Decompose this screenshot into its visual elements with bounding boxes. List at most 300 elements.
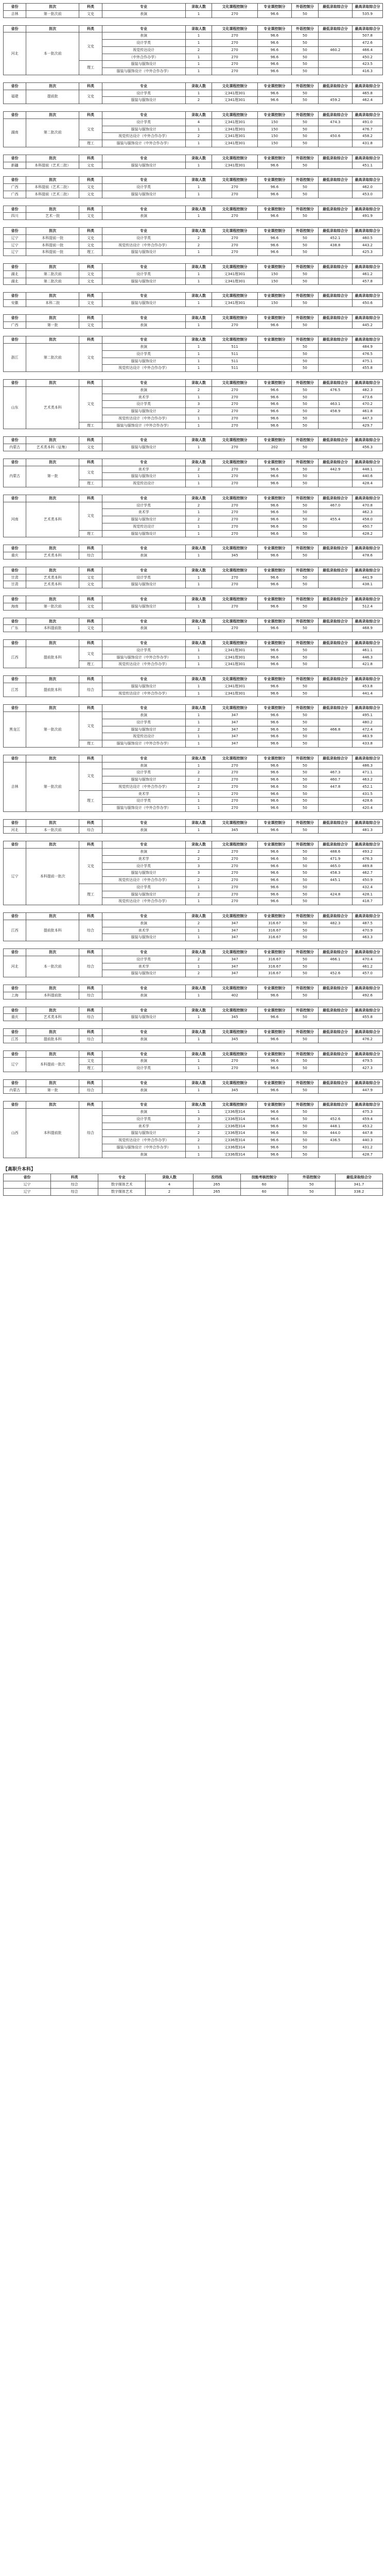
column-header: 专业 bbox=[102, 985, 185, 992]
foreign-score-cell: 50 bbox=[292, 862, 319, 870]
column-header: 最低录取综合分 bbox=[318, 155, 352, 162]
batch-cell: 第一批次前 bbox=[26, 712, 79, 748]
min-score-cell bbox=[318, 1109, 352, 1116]
table-cell: 艺术类本科（征集） bbox=[26, 444, 79, 451]
major-cell: 视觉传达设计（中外合作办学） bbox=[102, 877, 185, 884]
table-cell: 设计学类 bbox=[102, 270, 185, 278]
column-header: 专业 bbox=[102, 545, 185, 552]
column-header: 批次 bbox=[26, 1029, 79, 1036]
pro-score-cell: 96.6 bbox=[257, 762, 291, 769]
min-score-cell bbox=[318, 654, 352, 661]
min-score-cell bbox=[318, 61, 352, 68]
pro-score-cell: 316.67 bbox=[257, 927, 291, 934]
admission-table bbox=[3, 111, 383, 147]
count-cell: 1 bbox=[185, 415, 212, 422]
foreign-score-cell: 50 bbox=[292, 790, 319, 798]
table-row bbox=[4, 574, 383, 581]
major-cell: 视觉传达设计 bbox=[102, 523, 185, 530]
table-cell: 60 bbox=[240, 1188, 288, 1195]
table-cell: 艺术类本科 bbox=[26, 552, 79, 560]
table-cell: 文史 bbox=[79, 444, 102, 451]
column-header: 外语控制分 bbox=[292, 1029, 319, 1036]
column-header: 文化课程控制分 bbox=[212, 596, 257, 603]
culture-score-cell: 270 bbox=[212, 877, 257, 884]
major-cell: 服装与服饰设计 bbox=[102, 1130, 185, 1137]
major-cell: 表演 bbox=[102, 849, 185, 856]
column-header: 科类 bbox=[79, 437, 102, 444]
admission-table-block bbox=[3, 1174, 383, 1195]
major-cell: 视觉传达设计（中外合作办学） bbox=[102, 1137, 185, 1144]
kelei-cell: 文史 bbox=[79, 32, 102, 61]
table-header-row bbox=[4, 985, 383, 992]
column-header: 科类 bbox=[79, 459, 102, 466]
table-row bbox=[4, 118, 383, 126]
table-cell: 461.2 bbox=[352, 270, 382, 278]
column-header: 批次 bbox=[26, 82, 79, 90]
table-cell: 270 bbox=[212, 191, 257, 198]
table-cell: 文341理301 bbox=[212, 162, 257, 169]
min-score-cell: 458.9 bbox=[318, 408, 352, 415]
column-header: 批次 bbox=[26, 985, 79, 992]
table-row bbox=[4, 762, 383, 769]
count-cell: 1 bbox=[185, 61, 212, 68]
culture-score-cell: 文341理301 bbox=[212, 661, 257, 668]
table-cell: 462.0 bbox=[352, 184, 382, 191]
foreign-score-cell: 50 bbox=[292, 726, 319, 733]
count-cell: 2 bbox=[185, 1123, 212, 1130]
table-cell: 456.3 bbox=[352, 444, 382, 451]
column-header: 专业 bbox=[102, 949, 185, 956]
column-header: 文化课程控制分 bbox=[212, 112, 257, 119]
column-header: 外语控制分 bbox=[292, 155, 319, 162]
table-cell: 96.6 bbox=[257, 213, 291, 220]
admission-table bbox=[3, 912, 383, 941]
admission-table bbox=[3, 596, 383, 611]
admission-table bbox=[3, 1028, 383, 1043]
culture-score-cell: 347 bbox=[212, 934, 257, 941]
major-cell: 服装与服饰设计 bbox=[102, 970, 185, 977]
culture-score-cell: 347 bbox=[212, 726, 257, 733]
admission-table bbox=[3, 263, 383, 285]
foreign-score-cell: 50 bbox=[292, 970, 319, 977]
min-score-cell: 474.3 bbox=[318, 118, 352, 126]
column-header: 专业 bbox=[102, 705, 185, 712]
column-header: 最低录取综合分 bbox=[318, 985, 352, 992]
min-score-cell bbox=[318, 805, 352, 812]
column-header: 外语控制分 bbox=[288, 1174, 335, 1181]
table-row bbox=[4, 249, 383, 256]
culture-score-cell: 270 bbox=[212, 862, 257, 870]
column-header: 录取人数 bbox=[185, 380, 212, 387]
province-cell: 辽宁 bbox=[4, 849, 26, 905]
max-score-cell: 476.5 bbox=[352, 350, 382, 358]
column-header: 最高录取综合分 bbox=[352, 841, 382, 849]
pro-score-cell: 96.6 bbox=[257, 408, 291, 415]
column-header: 最高录取综合分 bbox=[352, 177, 382, 184]
max-score-cell: 493.2 bbox=[352, 849, 382, 856]
foreign-score-cell: 50 bbox=[292, 1151, 319, 1158]
column-header: 专业 bbox=[102, 640, 185, 647]
column-header: 文化课程控制分 bbox=[212, 155, 257, 162]
min-score-cell bbox=[318, 647, 352, 654]
min-score-cell bbox=[318, 473, 352, 480]
column-header: 专业 bbox=[102, 596, 185, 603]
column-header: 外语控制分 bbox=[292, 640, 319, 647]
table-header-row bbox=[4, 596, 383, 603]
column-header: 省份 bbox=[4, 596, 26, 603]
foreign-score-cell: 50 bbox=[292, 118, 319, 126]
column-header: 录取人数 bbox=[185, 1050, 212, 1058]
column-header: 最低录取综合分 bbox=[318, 177, 352, 184]
table-row bbox=[4, 1014, 383, 1021]
foreign-score-cell: 50 bbox=[292, 480, 319, 487]
admission-table bbox=[3, 436, 383, 451]
culture-score-cell: 270 bbox=[212, 509, 257, 516]
foreign-score-cell: 50 bbox=[292, 956, 319, 963]
kelei-cell: 文史 bbox=[79, 762, 102, 790]
culture-score-cell: 文341理301 bbox=[212, 126, 257, 133]
column-header: 专业 bbox=[102, 459, 185, 466]
column-header: 最高录取综合分 bbox=[352, 380, 382, 387]
table-header-row bbox=[4, 841, 383, 849]
min-score-cell: 471.9 bbox=[318, 855, 352, 862]
admission-table bbox=[3, 314, 383, 329]
foreign-score-cell: 50 bbox=[292, 855, 319, 862]
document bbox=[0, 0, 386, 1224]
count-cell: 2 bbox=[185, 1137, 212, 1144]
table-cell: 265 bbox=[193, 1181, 240, 1189]
pro-score-cell: 316.67 bbox=[257, 920, 291, 927]
count-cell: 2 bbox=[185, 877, 212, 884]
max-score-cell: 416.3 bbox=[352, 68, 382, 75]
max-score-cell: 428.1 bbox=[352, 891, 382, 898]
column-header: 最低录取综合分 bbox=[318, 380, 352, 387]
table-row bbox=[4, 300, 383, 307]
admission-table-block bbox=[3, 618, 383, 633]
table-row bbox=[4, 1181, 383, 1189]
max-score-cell: 461.1 bbox=[352, 647, 382, 654]
column-header: 专业课控制分 bbox=[257, 841, 291, 849]
table-cell: 96.6 bbox=[257, 10, 291, 18]
foreign-score-cell: 50 bbox=[292, 473, 319, 480]
min-score-cell bbox=[318, 358, 352, 365]
admission-table bbox=[3, 1007, 383, 1022]
count-cell: 1 bbox=[185, 54, 212, 61]
max-score-cell: 431.8 bbox=[352, 140, 382, 147]
admission-table bbox=[3, 155, 383, 170]
column-header: 文化课程控制分 bbox=[212, 545, 257, 552]
count-cell: 2 bbox=[185, 502, 212, 509]
min-score-cell: 452.6 bbox=[318, 970, 352, 977]
column-header: 文化课程控制分 bbox=[212, 177, 257, 184]
major-cell: 表演 bbox=[102, 762, 185, 769]
kelei-cell: 理工 bbox=[79, 790, 102, 811]
foreign-score-cell: 50 bbox=[292, 386, 319, 394]
table-row bbox=[4, 270, 383, 278]
pro-score-cell: 316.67 bbox=[257, 934, 291, 941]
table-cell: 1 bbox=[185, 552, 212, 560]
table-header-row bbox=[4, 228, 383, 235]
column-header: 科类 bbox=[79, 1101, 102, 1109]
major-cell: 设计学类 bbox=[102, 798, 185, 805]
table-cell bbox=[318, 603, 352, 610]
min-score-cell bbox=[318, 733, 352, 740]
pro-score-cell: 96.6 bbox=[257, 40, 291, 47]
min-score-cell bbox=[318, 719, 352, 726]
kelei-cell: 文史 bbox=[79, 386, 102, 422]
table-cell: 数字媒体艺术 bbox=[98, 1188, 146, 1195]
table-cell: 文史 bbox=[79, 574, 102, 581]
table-header-row bbox=[4, 618, 383, 625]
min-score-cell bbox=[318, 523, 352, 530]
culture-score-cell: 347 bbox=[212, 927, 257, 934]
table-cell: 96.6 bbox=[257, 625, 291, 632]
kelei-cell: 理工 bbox=[79, 422, 102, 429]
min-score-cell bbox=[318, 54, 352, 61]
max-score-cell: 432.4 bbox=[352, 884, 382, 891]
table-cell bbox=[318, 300, 352, 307]
table-header-row bbox=[4, 4, 383, 11]
max-score-cell: 450.7 bbox=[352, 523, 382, 530]
major-cell: 美术学 bbox=[102, 394, 185, 401]
pro-score-cell: 96.6 bbox=[257, 776, 291, 784]
major-cell: 服装与服饰设计（中外合作办学） bbox=[102, 805, 185, 812]
batch-cell: 艺术类本科 bbox=[26, 386, 79, 429]
min-score-cell bbox=[318, 798, 352, 805]
column-header: 录取人数 bbox=[185, 336, 212, 344]
table-cell: 345 bbox=[212, 1087, 257, 1094]
column-header: 最低录取综合分 bbox=[318, 112, 352, 119]
pro-score-cell: 96.6 bbox=[257, 862, 291, 870]
max-score-cell: 448.1 bbox=[352, 466, 382, 473]
column-header: 最高录取综合分 bbox=[352, 1007, 382, 1014]
column-header: 专业 bbox=[102, 228, 185, 235]
column-header: 文化课程控制分 bbox=[212, 1029, 257, 1036]
table-cell: 综合 bbox=[79, 1087, 102, 1094]
table-cell: 广东 bbox=[4, 625, 26, 632]
column-header: 批次 bbox=[26, 949, 79, 956]
column-header: 最高录取综合分 bbox=[352, 4, 382, 11]
column-header: 专业课控制分 bbox=[257, 336, 291, 344]
column-header: 文化课程控制分 bbox=[212, 985, 257, 992]
table-cell: 文史 bbox=[79, 213, 102, 220]
kelei-cell: 理工 bbox=[79, 661, 102, 668]
pro-score-cell: 96.6 bbox=[257, 1151, 291, 1158]
pro-score-cell: 96.6 bbox=[257, 523, 291, 530]
table-cell: 辽宁 bbox=[4, 234, 26, 242]
foreign-score-cell: 50 bbox=[292, 1130, 319, 1137]
column-header: 省份 bbox=[4, 705, 26, 712]
kelei-cell: 理工 bbox=[79, 1065, 102, 1072]
column-header: 省份 bbox=[4, 206, 26, 213]
culture-score-cell: 511 bbox=[212, 344, 257, 351]
pro-score-cell: 150 bbox=[257, 118, 291, 126]
count-cell: 1 bbox=[185, 690, 212, 697]
table-cell: 甘肃 bbox=[4, 574, 26, 581]
table-row bbox=[4, 386, 383, 394]
column-header: 专业课控制分 bbox=[257, 82, 291, 90]
pro-score-cell: 96.6 bbox=[257, 1115, 291, 1123]
min-score-cell: 460.2 bbox=[318, 46, 352, 54]
column-header: 批次 bbox=[26, 155, 79, 162]
table-cell bbox=[318, 321, 352, 329]
count-cell: 2 bbox=[185, 769, 212, 776]
column-header: 最高录取综合分 bbox=[352, 1079, 382, 1087]
column-header: 专业课控制分 bbox=[257, 913, 291, 920]
table-cell bbox=[318, 249, 352, 256]
table-cell: 新疆 bbox=[4, 162, 26, 169]
count-cell: 1 bbox=[185, 126, 212, 133]
column-header: 科类 bbox=[79, 314, 102, 321]
column-header: 技能考核控制分 bbox=[240, 1174, 288, 1181]
column-header: 最高录取综合分 bbox=[352, 596, 382, 603]
column-header: 文化课程控制分 bbox=[212, 459, 257, 466]
culture-score-cell: 文336理314 bbox=[212, 1123, 257, 1130]
column-header: 最高录取综合分 bbox=[352, 755, 382, 762]
table-header-row bbox=[4, 676, 383, 683]
major-cell: 视觉传达设计（中外合作办学） bbox=[102, 690, 185, 697]
table-cell: 457.8 bbox=[352, 278, 382, 285]
foreign-score-cell: 50 bbox=[292, 415, 319, 422]
column-header: 录取人数 bbox=[185, 459, 212, 466]
pro-score-cell: 96.6 bbox=[257, 97, 291, 104]
column-header: 文化课程控制分 bbox=[212, 705, 257, 712]
column-header: 省份 bbox=[4, 567, 26, 574]
table-cell: 综合 bbox=[79, 1036, 102, 1043]
table-cell: 表演 bbox=[102, 1087, 185, 1094]
table-cell: 表演 bbox=[102, 321, 185, 329]
count-cell: 3 bbox=[185, 862, 212, 870]
batch-cell: 艺术类本科 bbox=[26, 502, 79, 537]
max-score-cell: 431.2 bbox=[352, 1144, 382, 1151]
province-cell: 福建 bbox=[4, 90, 26, 104]
column-header: 最高录取综合分 bbox=[352, 913, 382, 920]
count-cell: 1 bbox=[185, 358, 212, 365]
table-cell: 综合 bbox=[79, 992, 102, 999]
table-cell: 50 bbox=[292, 10, 319, 18]
table-cell: 96.6 bbox=[257, 1036, 291, 1043]
column-header: 录取人数 bbox=[185, 228, 212, 235]
culture-score-cell: 347 bbox=[212, 956, 257, 963]
column-header: 最高录取综合分 bbox=[352, 206, 382, 213]
max-score-cell: 461.2 bbox=[352, 963, 382, 970]
table-cell: 文341理301 bbox=[212, 278, 257, 285]
column-header: 文化课程控制分 bbox=[212, 82, 257, 90]
table-cell: 441.9 bbox=[352, 574, 382, 581]
column-header: 录取人数 bbox=[185, 618, 212, 625]
table-header-row bbox=[4, 1029, 383, 1036]
pro-score-cell: 96.6 bbox=[257, 480, 291, 487]
column-header: 省份 bbox=[4, 985, 26, 992]
culture-score-cell: 347 bbox=[212, 740, 257, 748]
table-cell: 提前批本科 bbox=[26, 1036, 79, 1043]
major-cell: 服装与服饰设计 bbox=[102, 97, 185, 104]
table-header-row bbox=[4, 206, 383, 213]
column-header: 专业课控制分 bbox=[257, 1079, 291, 1087]
column-header: 录取人数 bbox=[185, 155, 212, 162]
table-header-row bbox=[4, 949, 383, 956]
column-header: 科类 bbox=[79, 228, 102, 235]
min-score-cell bbox=[318, 509, 352, 516]
major-cell: 服装与服饰设计 bbox=[102, 473, 185, 480]
table-cell: 本科提前一批 bbox=[26, 249, 79, 256]
table-cell: 理工 bbox=[79, 249, 102, 256]
table-cell: 535.9 bbox=[352, 10, 382, 18]
table-cell: 江苏 bbox=[4, 1036, 26, 1043]
max-score-cell: 491.0 bbox=[352, 118, 382, 126]
column-header: 文化课程控制分 bbox=[212, 495, 257, 502]
column-header: 专业 bbox=[102, 841, 185, 849]
foreign-score-cell: 50 bbox=[292, 776, 319, 784]
foreign-score-cell: 50 bbox=[292, 344, 319, 351]
culture-score-cell: 270 bbox=[212, 61, 257, 68]
table-cell: 湖北 bbox=[4, 278, 26, 285]
max-score-cell: 447.8 bbox=[352, 1130, 382, 1137]
table-cell: 96.6 bbox=[257, 552, 291, 560]
min-score-cell: 466.1 bbox=[318, 956, 352, 963]
pro-score-cell: 96.6 bbox=[257, 683, 291, 690]
table-cell bbox=[318, 992, 352, 999]
column-header: 省份 bbox=[4, 949, 26, 956]
column-header: 最低录取综合分 bbox=[318, 545, 352, 552]
column-header: 科类 bbox=[79, 705, 102, 712]
table-cell bbox=[318, 552, 352, 560]
table-cell: 表演 bbox=[102, 552, 185, 560]
culture-score-cell: 270 bbox=[212, 776, 257, 784]
column-header: 录取人数 bbox=[185, 112, 212, 119]
table-cell: 445.2 bbox=[352, 321, 382, 329]
count-cell: 1 bbox=[185, 473, 212, 480]
table-cell: 综合 bbox=[79, 552, 102, 560]
table-cell: 1 bbox=[185, 603, 212, 610]
table-cell: 四川 bbox=[4, 213, 26, 220]
max-score-cell: 420.4 bbox=[352, 805, 382, 812]
max-score-cell: 466.4 bbox=[352, 46, 382, 54]
culture-score-cell: 511 bbox=[212, 350, 257, 358]
table-cell: 表演 bbox=[102, 625, 185, 632]
foreign-score-cell: 50 bbox=[292, 884, 319, 891]
table-cell: 338.2 bbox=[335, 1188, 382, 1195]
pro-score-cell: 96.6 bbox=[257, 1109, 291, 1116]
culture-score-cell: 270 bbox=[212, 783, 257, 790]
max-score-cell: 480.2 bbox=[352, 719, 382, 726]
min-score-cell bbox=[318, 530, 352, 537]
admission-table-block bbox=[3, 567, 383, 588]
pro-score-cell bbox=[257, 350, 291, 358]
column-header: 最低录取综合分 bbox=[318, 949, 352, 956]
kelei-cell: 综合 bbox=[79, 683, 102, 697]
column-header: 专业课控制分 bbox=[257, 618, 291, 625]
culture-score-cell: 270 bbox=[212, 386, 257, 394]
pro-score-cell: 96.6 bbox=[257, 422, 291, 429]
column-header: 科类 bbox=[79, 495, 102, 502]
table-cell: 50 bbox=[292, 826, 319, 834]
column-header: 专业课控制分 bbox=[257, 228, 291, 235]
column-header: 专业 bbox=[102, 437, 185, 444]
table-header-row bbox=[4, 82, 383, 90]
table-cell: 270 bbox=[212, 10, 257, 18]
province-cell: 辽宁 bbox=[4, 1058, 26, 1072]
major-cell: 美术学 bbox=[102, 466, 185, 473]
table-cell: 第二批次前 bbox=[26, 270, 79, 278]
culture-score-cell: 270 bbox=[212, 769, 257, 776]
major-cell: 视觉传达设计（中外合作办学） bbox=[102, 133, 185, 140]
column-header: 最高录取综合分 bbox=[352, 155, 382, 162]
table-cell: 文史 bbox=[79, 184, 102, 191]
table-cell: 455.8 bbox=[352, 1014, 382, 1021]
culture-score-cell: 347 bbox=[212, 970, 257, 977]
foreign-score-cell: 50 bbox=[292, 963, 319, 970]
